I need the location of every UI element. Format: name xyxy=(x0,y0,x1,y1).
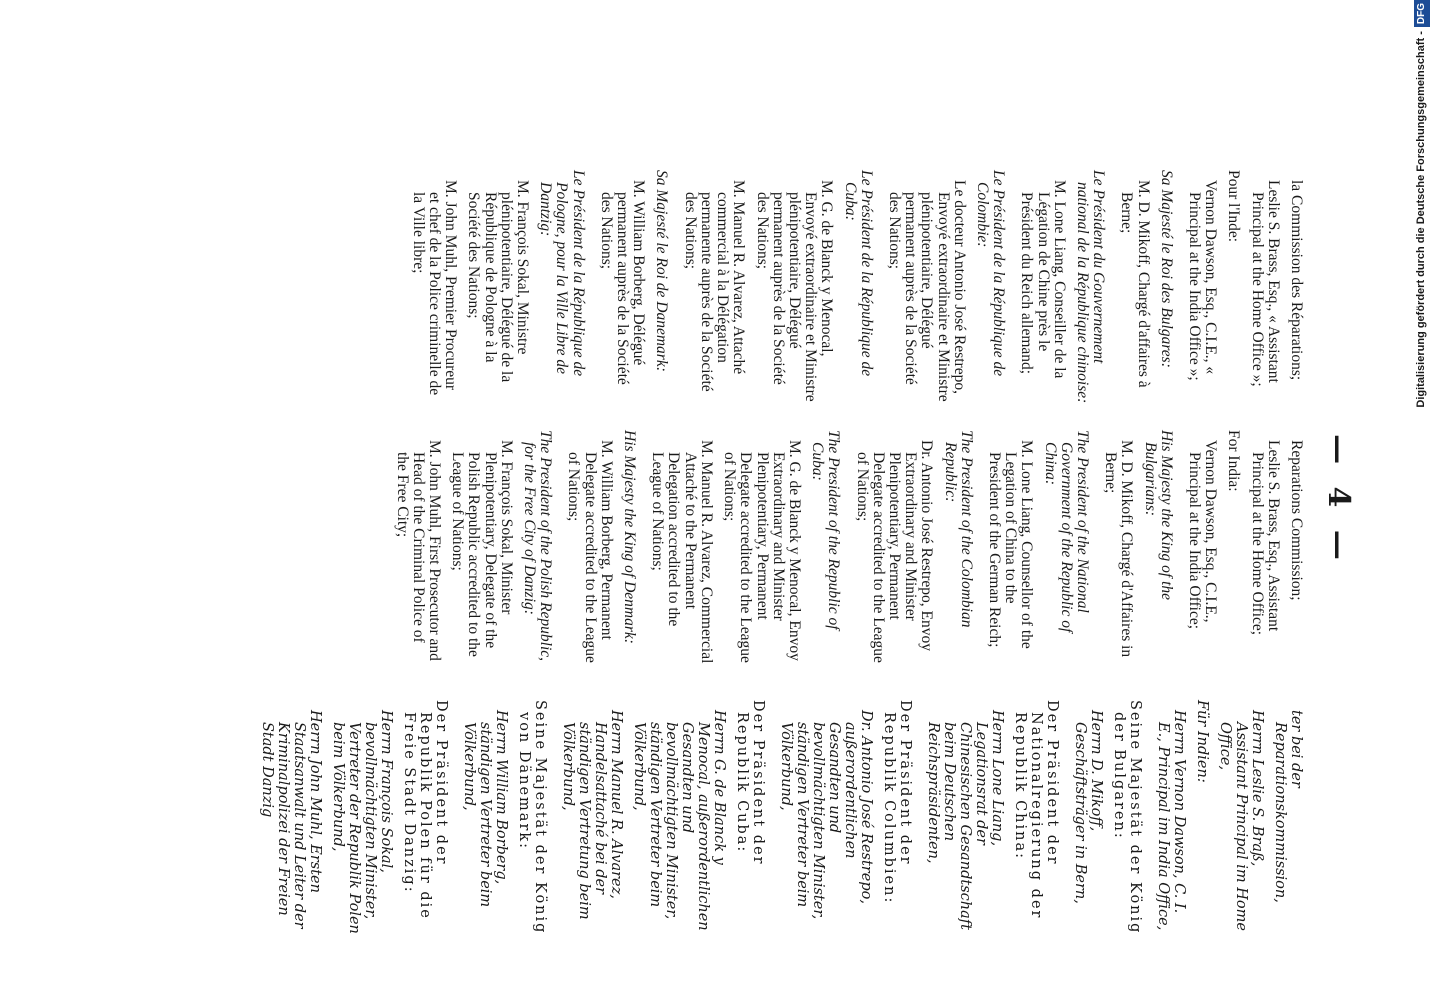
french-entry-6: Le Président du Gouvernement national de la République chinoise: xyxy=(1073,170,1108,404)
english-entry-0: Reparations Commission; xyxy=(1288,440,1305,601)
german-entry-8: Der Präsident der Republik Columbien: xyxy=(881,700,913,905)
dfg-logo: DFG xyxy=(1414,0,1430,27)
german-entry-1: Herrn Leslie S. Braß, Assistant Principal im Home Office, xyxy=(1217,710,1265,931)
german-entry-0: ter bei der Reparationskommission, xyxy=(1272,710,1304,903)
french-entry-7: M. Lone Liang, Conseiller de la Légation de Chine près le Président du Reich allemand; xyxy=(1018,180,1068,379)
english-entry-6: The President of the National Government of the Republic of China: xyxy=(1041,430,1091,633)
german-entry-9: Dr. Antonio José Restrepo, außerordentlichen Gesandten und bevollmächtigten Minister, ständigen Vertreter beim Völkerbund, xyxy=(778,710,874,920)
german-entry-16: Herrn François Sokal, bevollmächtigten Minister, Vertreter der Republik Polen beim Völkerbund, xyxy=(330,710,394,934)
german-entry-2: Für Indien: xyxy=(1194,700,1210,783)
english-entry-14: M. William Borberg, Permanent Delegate accredited to the League of Nations; xyxy=(565,440,615,663)
digitization-credit xyxy=(1413,0,1429,1000)
french-entry-9: Le docteur Antonio José Restrepo, Envoyé extraordinaire et Ministre plénipotentiaire, Délégué permanent auprès de la Société des Nations; xyxy=(885,180,968,402)
german-entry-11: Herrn G. de Blanck y Menocal, außerordentlichen Gesandten und bevollmächtigten Minister, ständigen Vertreter beim Völkerbund, xyxy=(631,710,727,931)
credit-text: Digitalisierung gefördert durch die Deutsche Forschungsgemeinschaft - xyxy=(1415,31,1427,408)
german-entry-13: Seine Majestät der König von Dänemark: xyxy=(516,700,548,935)
german-entry-17: Herrn John Muhl, Ersten Staatsanwalt und Leiter der Kriminalpolizei der Freien Stadt Danzig xyxy=(259,710,323,929)
english-entry-10: The President of the Republic of Cuba: xyxy=(809,430,843,630)
english-entry-9: Dr. Antonio José Restrepo, Envoy Extraordinary and Minister Plenipotentiary, Permanent Delegate accredited to the League of Nations; xyxy=(853,440,936,663)
english-entry-8: The President of the Colombian Republic: xyxy=(941,430,975,628)
french-entry-5: M. D. Mikoff, Chargé d'affaires à Berne; xyxy=(1118,180,1152,388)
french-entry-4: Sa Majesté le Roi des Bulgares: xyxy=(1157,170,1175,368)
english-entry-3: Vernon Dawson, Esq., C.I.E., Principal at the India Office; xyxy=(1185,440,1220,630)
english-entry-1: Leslie S. Brass, Esq., Assistant Principal at the Home Office; xyxy=(1248,440,1282,636)
english-entry-11: M. G. de Blanck y Menocal, Envoy Extraordinary and Minister Plenipotentiary, Permanent Delegate accredited to the League of Nations; xyxy=(721,440,803,663)
german-entry-10: Der Präsident der Republik Cuba: xyxy=(734,700,766,866)
page-number: — 4 — xyxy=(1321,434,1356,566)
english-entry-17: M. John Muhl, First Prosecutor and Head of the Criminal Police of the Free City; xyxy=(393,440,444,661)
english-entry-13: His Majesty the King of Denmark: xyxy=(621,430,639,644)
german-entry-14: Herrn William Borberg, ständigen Vertreter beim Völkerbund, xyxy=(461,710,509,908)
german-entry-5: Herrn D. Mikoff, Geschäftsträger in Bern, xyxy=(1072,710,1104,904)
french-entry-8: Le Président de la République de Colombie: xyxy=(973,170,1008,377)
german-entry-7: Herrn Lone Liang, Legationsrat der Chinesischen Gesandtschaft beim Deutschen Reichspräsidenten, xyxy=(925,710,1005,930)
french-entry-14: M. William Borberg, Délégué permanent auprès de la Société des Nations; xyxy=(597,180,648,385)
french-entry-12: M. Manuel R. Alvarez, Attaché commercial à la Délégation permanente auprès de la Société des Nations; xyxy=(681,180,748,392)
french-entry-15: Le Président de la République de Pologne, pour la Ville Libre de Dantzig: xyxy=(537,170,587,377)
french-column xyxy=(403,170,1304,405)
french-entry-17: M. John Muhl, Premier Procureur et chef de la Police criminelle de la Ville libre; xyxy=(409,180,460,396)
french-entry-2: Pour l'Inde: xyxy=(1225,170,1243,243)
english-entry-16: M. François Sokal, Minister Plenipotentiary, Delegate of the Polish Republic accredited to the League of Nations; xyxy=(449,440,515,657)
english-entry-12: M. Manuel R. Alvarez, Commercial Attaché to the Permanent Delegation accredited to the League of Nations; xyxy=(649,440,715,664)
english-column xyxy=(386,430,1304,665)
english-entry-15: The President of the Polish Republic, for the Free City of Danzig: xyxy=(521,430,555,662)
german-entry-3: Herrn Vernon Dawson, C. I. E., Principal im India Office, xyxy=(1155,710,1187,931)
french-entry-13: Sa Majesté le Roi de Danemark: xyxy=(653,170,671,372)
french-entry-0: la Commission des Réparations; xyxy=(1288,180,1305,381)
german-entry-12: Herrn Manuel R. Alvarez, Handelsattaché bei der ständigen Vertretung beim Völkerbund, xyxy=(560,710,624,920)
french-entry-10: Le Président de la République de Cuba: xyxy=(841,170,875,377)
english-entry-5: M. D. Mikoff, Chargé d'Affaires in Berne; xyxy=(1102,440,1136,658)
english-entry-2: For India: xyxy=(1225,430,1243,492)
german-entry-6: Der Präsident der Nationalregierung der Republik China: xyxy=(1012,700,1060,920)
german-entry-4: Seine Majestät der König der Bulgaren: xyxy=(1111,700,1143,935)
english-entry-4: His Majesty the King of the Bulgarians: xyxy=(1141,430,1175,601)
german-column xyxy=(252,700,1304,935)
english-entry-7: M. Lone Liang, Counsellor of the Legation of China to the President of the German Reich; xyxy=(985,440,1036,649)
french-entry-11: M. G. de Blanck y Menocal, Envoyé extraordinaire et Ministre plénipotentiaire, Délégué permanent auprès de la Société des Nations; xyxy=(753,180,836,402)
german-entry-15: Der Präsident der Republik Polen für die Freie Stadt Danzig: xyxy=(401,700,449,920)
french-entry-16: M. François Sokal, Ministre plénipotentiaire, Délégué de la République de Pologne à la Société des Nations; xyxy=(465,180,532,383)
french-entry-1: Leslie S. Brass, Esq., « Assistant Principal at the Home Office »; xyxy=(1248,180,1282,387)
french-entry-3: Vernon Dawson, Esq., C.I.E., « Principal at the India Office »; xyxy=(1185,180,1220,381)
